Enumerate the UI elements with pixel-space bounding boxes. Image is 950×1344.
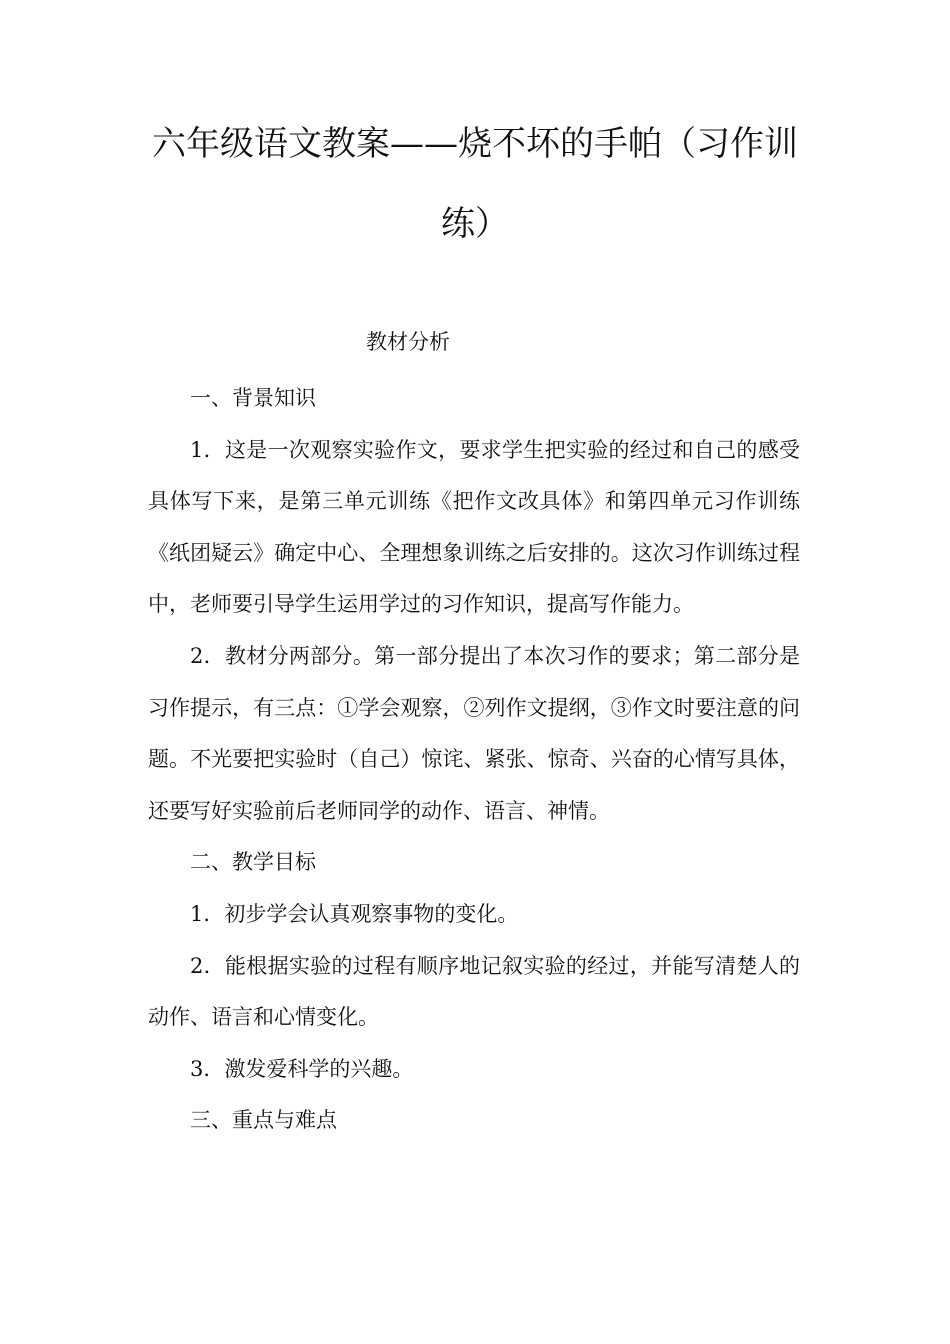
- paragraph: 1．这是一次观察实验作文，要求学生把实验的经过和自己的感受具体写下来，是第三单元训练《把作文改具体》和第四单元习作训练《纸团疑云》确定中心、全理想象训练之后安排的。这次习作训练过程中，老师要引导学生运用学过的习作知识，提高写作能力。: [148, 437, 800, 617]
- section-title: 教材分析: [366, 330, 450, 354]
- heading-background: 一、背景知识: [190, 386, 316, 410]
- paragraph: 1．初步学会认真观察事物的变化。: [190, 901, 519, 926]
- paragraph: 2．能根据实验的过程有顺序地记叙实验的经过，并能写清楚人的动作、语言和心情变化。: [148, 953, 800, 1030]
- paragraph: 2．教材分两部分。第一部分提出了本次习作的要求；第二部分是习作提示，有三点：①学会观察，②列作文提纲，③作文时要注意的问题。不光要把实验时（自己）惊诧、紧张、惊奇、兴奋的心情写具体，还要写好实验前后老师同学的动作、语言、神情。: [148, 643, 800, 823]
- heading-goals: 二、教学目标: [190, 850, 316, 875]
- document-body: [148, 373, 800, 1147]
- paragraph: 3．激发爱科学的兴趣。: [190, 1056, 414, 1081]
- document-title: 六年级语文教案——烧不坏的手帕（习作训练）: [152, 124, 798, 244]
- heading-key-points: 三、重点与难点: [190, 1108, 337, 1133]
